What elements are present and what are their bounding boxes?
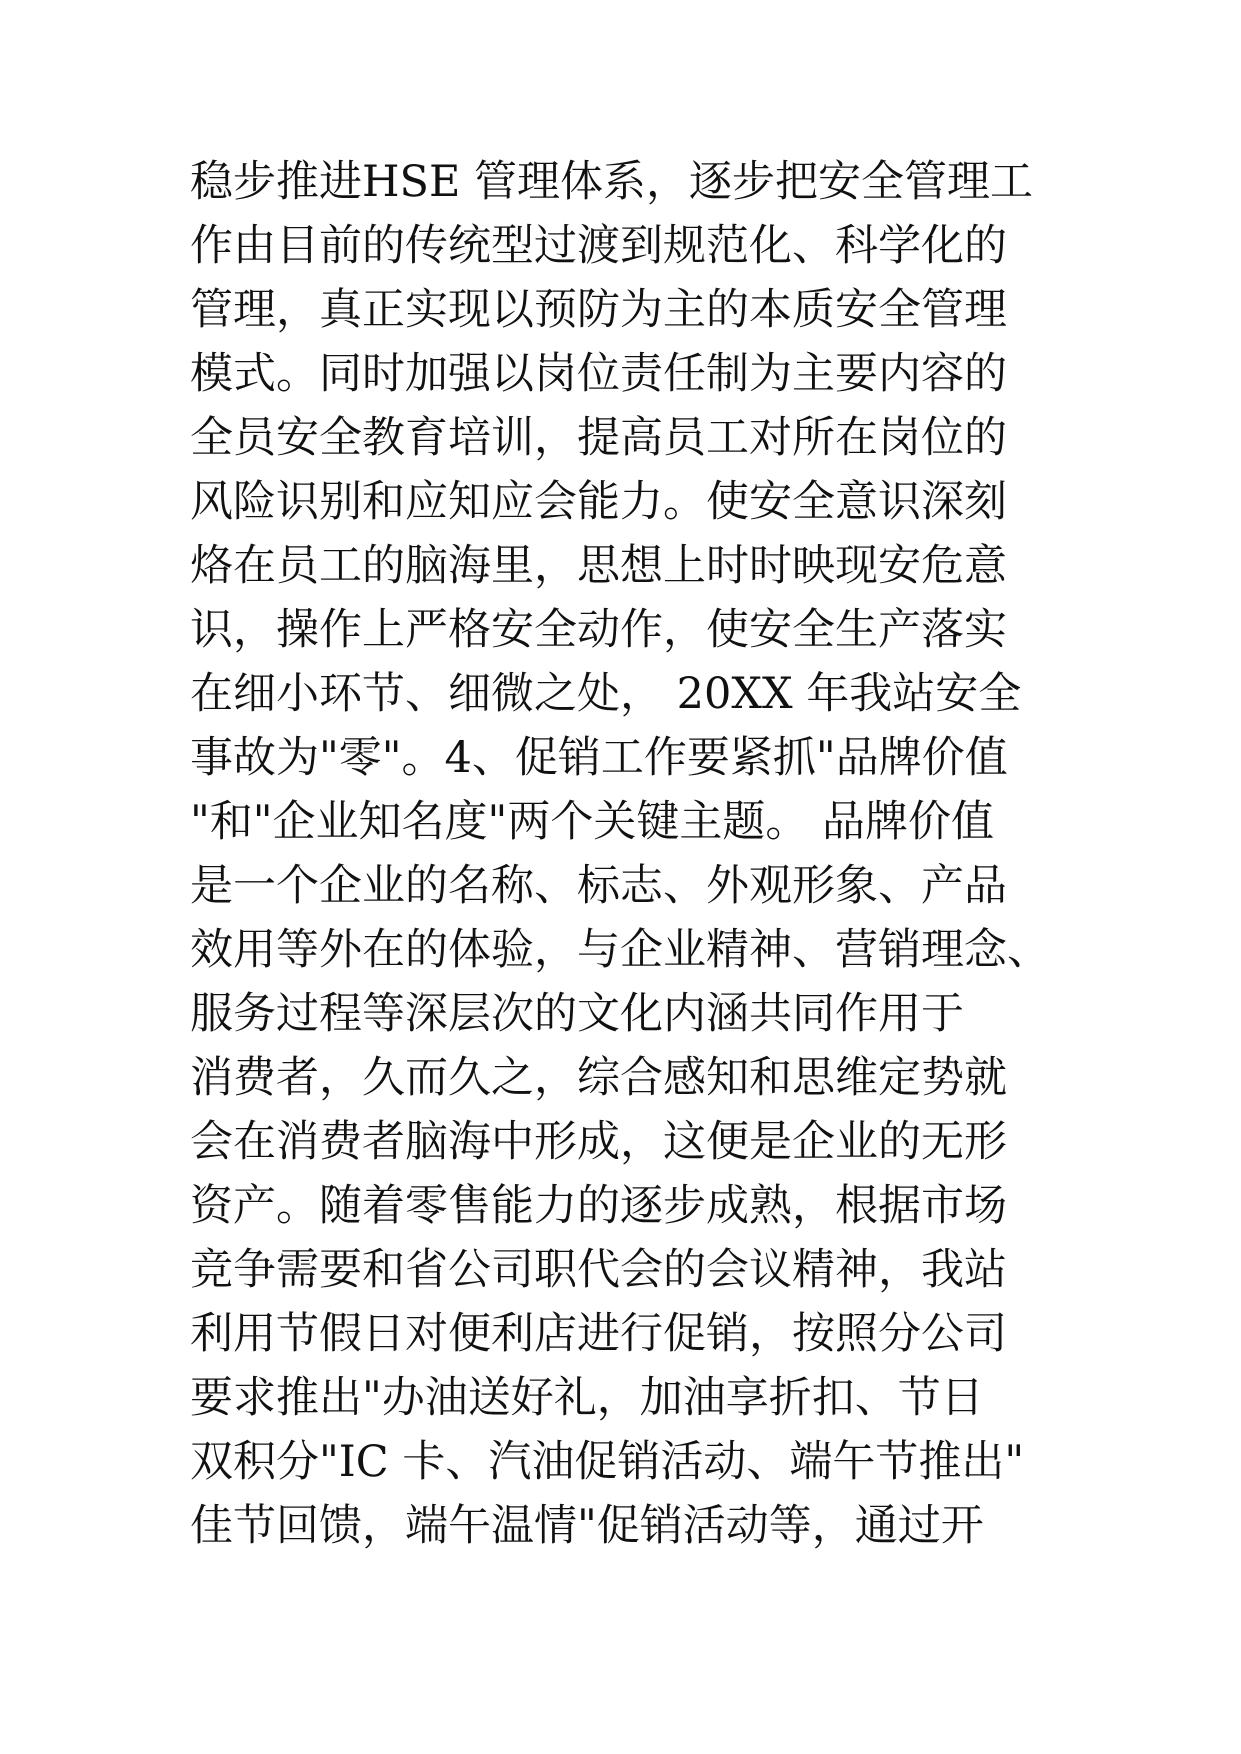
text-line: 竞争需要和省公司职代会的会议精神，我站 [190,1245,1007,1295]
text-line: 烙在员工的脑海里，思想上时时映现安危意 [190,541,1007,591]
text-line: 资产。随着零售能力的逐步成熟，根据市场 [190,1181,1007,1231]
text-line: "和"企业知名度"两个关键主题。 品牌价值 [190,797,995,847]
text-line: 双积分"IC 卡、汽油促销活动、端午节推出" [190,1437,1025,1487]
text-line: 识，操作上严格安全动作，使安全生产落实 [190,605,1007,655]
text-line: 会在消费者脑海中形成，这便是企业的无形 [190,1117,1007,1167]
text-line: 效用等外在的体验，与企业精神、营销理念、 [190,925,1050,975]
text-line: 管理，真正实现以预防为主的本质安全管理 [190,285,1007,335]
body-text [190,150,1070,1558]
text-line: 事故为"零"。4、促销工作要紧抓"品牌价值 [190,733,1008,783]
text-line: 全员安全教育培训，提高员工对所在岗位的 [190,413,1007,463]
text-line: 在细小环节、细微之处， 20XX 年我站安全 [190,669,1022,719]
text-line: 稳步推进HSE 管理体系，逐步把安全管理工 [190,157,1034,207]
text-line: 是一个企业的名称、标志、外观形象、产品 [190,861,1007,911]
text-line: 服务过程等深层次的文化内涵共同作用于 [190,989,964,1039]
text-line: 利用节假日对便利店进行促销，按照分公司 [190,1309,1007,1359]
text-line: 作由目前的传统型过渡到规范化、科学化的 [190,221,1007,271]
text-line: 模式。同时加强以岗位责任制为主要内容的 [190,349,1007,399]
text-line: 消费者，久而久之，综合感知和思维定势就 [190,1053,1007,1103]
text-line: 风险识别和应知应会能力。使安全意识深刻 [190,477,1007,527]
text-line: 佳节回馈，端午温情"促销活动等，通过开 [190,1501,984,1551]
text-line: 要求推出"办油送好礼，加油享折扣、节日 [190,1373,984,1423]
